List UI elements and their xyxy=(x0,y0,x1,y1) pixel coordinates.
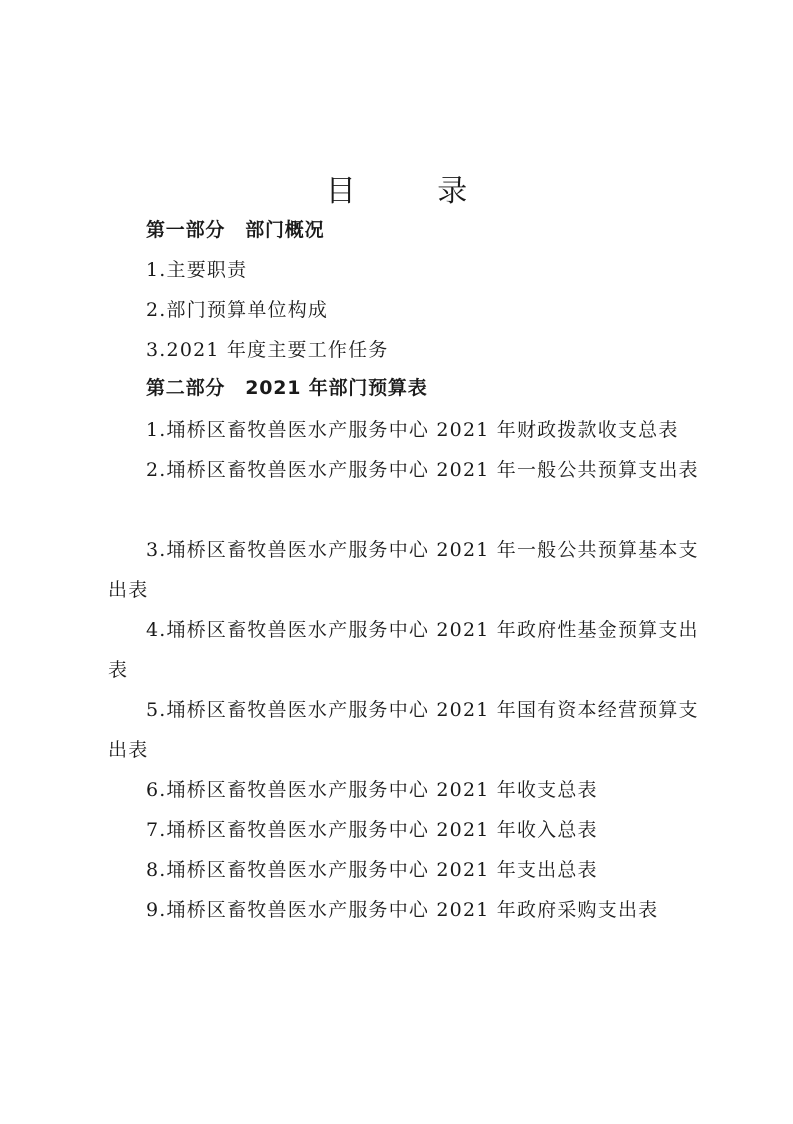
part2-item-7: 7.埇桥区畜牧兽医水产服务中心 2021 年收入总表 xyxy=(146,819,598,841)
page-title: 目 录 xyxy=(325,174,504,209)
part2-heading xyxy=(108,368,703,408)
part2-item-6: 6.埇桥区畜牧兽医水产服务中心 2021 年收支总表 xyxy=(146,779,598,801)
part1-item-1: 1.主要职责 xyxy=(146,259,248,281)
part2-item-2: 2.埇桥区畜牧兽医水产服务中心 2021 年一般公共预算支出表 xyxy=(146,459,699,481)
part1-heading xyxy=(108,210,703,250)
part2-item-5: 5.埇桥区畜牧兽医水产服务中心 2021 年国有资本经营预算支出表 xyxy=(108,699,699,761)
part2-name: 2021 年部门预算表 xyxy=(245,377,428,399)
part1-item-2: 2.部门预算单位构成 xyxy=(146,299,329,321)
part1-name: 部门概况 xyxy=(245,219,325,241)
part2-item-4: 4.埇桥区畜牧兽医水产服务中心 2021 年政府性基金预算支出表 xyxy=(108,619,699,681)
part2-item-9: 9.埇桥区畜牧兽医水产服务中心 2021 年政府采购支出表 xyxy=(146,899,659,921)
part2-label: 第二部分 xyxy=(146,377,226,399)
part2-item-3: 3.埇桥区畜牧兽医水产服务中心 2021 年一般公共预算基本支出表 xyxy=(108,539,699,601)
part2-item-1: 1.埇桥区畜牧兽医水产服务中心 2021 年财政拨款收支总表 xyxy=(146,419,679,441)
part1-item-3: 3.2021 年度主要工作任务 xyxy=(146,339,389,361)
part1-label: 第一部分 xyxy=(146,219,226,241)
part2-item-8: 8.埇桥区畜牧兽医水产服务中心 2021 年支出总表 xyxy=(146,859,598,881)
